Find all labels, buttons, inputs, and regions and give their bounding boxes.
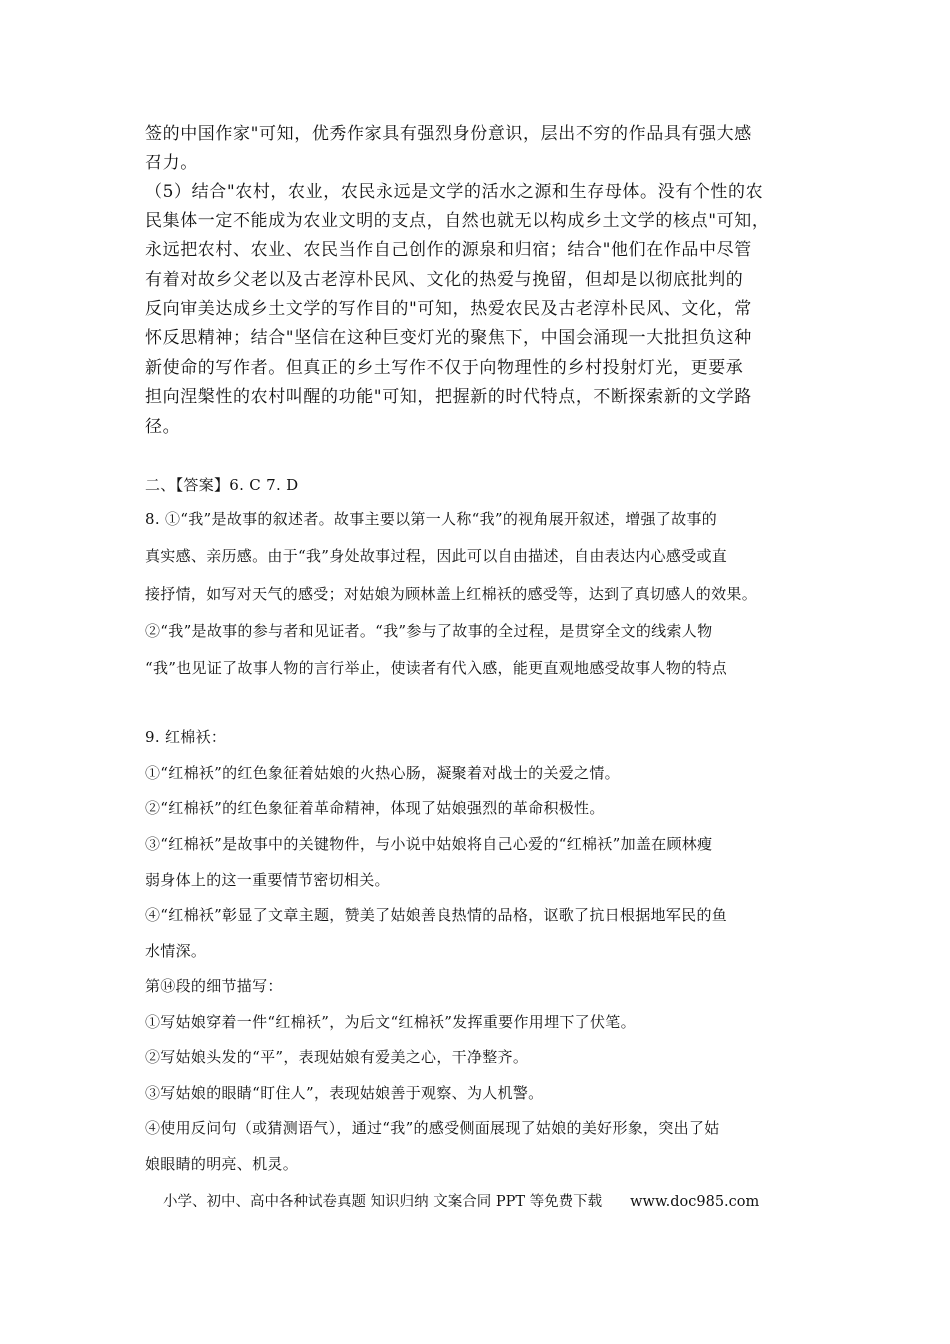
footer-text: 小学、初中、高中各种试卷真题 知识归纳 文案合同 PPT 等免费下载 [163, 1194, 603, 1210]
text-line: 怀反思精神；结合"坚信在这种巨变灯光的聚焦下，中国会涌现一大批担负这种 [145, 328, 752, 348]
text-line: （5）结合"农村，农业，农民永远是文学的活水之源和生存母体。没有个性的农 [145, 182, 764, 202]
text-line: ②写姑娘头发的“平”，表现姑娘有爱美之心，干净整齐。 [145, 1048, 529, 1066]
answer-line: 二、【答案】6. C 7. D [145, 476, 299, 494]
text-line: 水情深。 [145, 942, 207, 960]
text-line: 第⑭段的细节描写： [145, 977, 283, 995]
text-line: 担向涅槃性的农村叫醒的功能"可知，把握新的时代特点，不断探索新的文学路 [145, 387, 752, 407]
text-line: “我”也见证了故事人物的言行举止，使读者有代入感，能更直观地感受故事人物的特点 [145, 659, 728, 677]
text-line: 新使命的写作者。但真正的乡土写作不仅于向物理性的乡村投射灯光，更要承 [145, 358, 744, 378]
text-line: ②“红棉袄”的红色象征着革命精神，体现了姑娘强烈的革命积极性。 [145, 799, 605, 817]
text-line: ①“红棉袄”的红色象征着姑娘的火热心肠，凝聚着对战士的关爱之情。 [145, 764, 620, 782]
text-line: 真实感、亲历感。由于“我”身处故事过程，因此可以自由描述，自由表达内心感受或直 [145, 547, 728, 565]
text-line: 召力。 [145, 153, 198, 173]
text-line: 反向审美达成乡土文学的写作目的"可知，热爱农民及古老淳朴民风、文化，常 [145, 299, 752, 319]
text-line: ③写姑娘的眼睛“盯住人”，表现姑娘善于观察、为人机警。 [145, 1084, 544, 1102]
text-line: 签的中国作家"可知，优秀作家具有强烈身份意识，层出不穷的作品具有强大感 [145, 124, 752, 144]
text-line: 8. ①“我”是故事的叙述者。故事主要以第一人称“我”的视角展开叙述，增强了故事的 [145, 510, 718, 528]
text-line: 径。 [145, 417, 181, 437]
text-line: 永远把农村、农业、农民当作自己创作的源泉和归宿；结合"他们在作品中尽管 [145, 240, 752, 260]
text-line: 9. 红棉袄： [145, 728, 227, 746]
text-line: ④使用反问句（或猜测语气），通过“我”的感受侧面展现了姑娘的美好形象，突出了姑 [145, 1119, 720, 1137]
text-line: ④“红棉袄”彰显了文章主题，赞美了姑娘善良热情的品格，讴歌了抗日根据地军民的鱼 [145, 906, 728, 924]
text-line: 弱身体上的这一重要情节密切相关。 [145, 871, 390, 889]
text-line: ③“红棉袄”是故事中的关键物件，与小说中姑娘将自己心爱的“红棉袄”加盖在顾林瘦 [145, 835, 713, 853]
text-line: 娘眼睛的明亮、机灵。 [145, 1155, 299, 1173]
text-line: ②“我”是故事的参与者和见证者。“我”参与了故事的全过程，是贯穿全文的线索人物 [145, 622, 713, 640]
text-line: 有着对故乡父老以及古老淳朴民风、文化的热爱与挽留，但却是以彻底批判的 [145, 270, 744, 290]
page-footer [163, 1190, 759, 1211]
footer-url-link[interactable]: www.doc985.com [630, 1194, 760, 1210]
text-line: 接抒情，如写对天气的感受；对姑娘为顾林盖上红棉袄的感受等，达到了真切感人的效果。 [145, 585, 758, 603]
text-line: 民集体一定不能成为农业文明的支点，自然也就无以构成乡土文学的核点"可知， [145, 211, 770, 231]
text-line: ①写姑娘穿着一件“红棉袄”，为后文“红棉袄”发挥重要作用埋下了伏笔。 [145, 1013, 636, 1031]
